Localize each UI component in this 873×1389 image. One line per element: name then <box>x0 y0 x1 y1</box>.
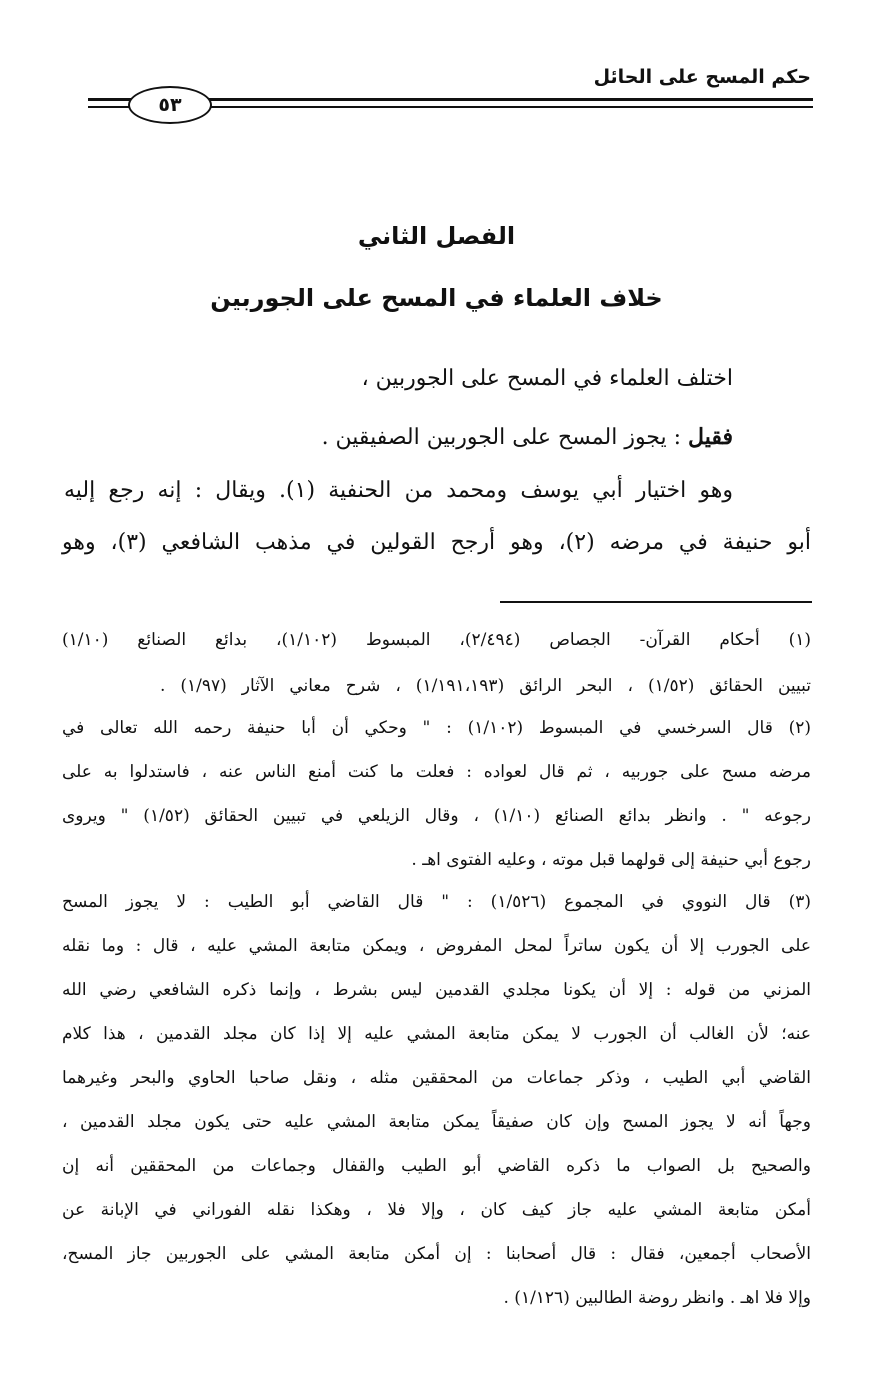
footnote-3-line-8: أمكن متابعة المشي عليه جاز كيف كان ، وإلا فلا ، وهكذا نقله الفوراني في الإبانة عن <box>62 1200 811 1220</box>
footnote-2-line-4: رجوع أبي حنيفة إلى قولهما قبل موته ، وعليه الفتوى اهـ . <box>411 850 811 870</box>
footnote-3-line-7: والصحيح بل الصواب ما ذكره القاضي أبو الطيب والقفال وجماعات من المحققين أنه إن <box>62 1156 811 1176</box>
footnote-2-line-1: (٢) قال السرخسي في المبسوط (١/١٠٢) : " وحكي أن أبا حنيفة رحمه الله تعالى في <box>62 718 811 738</box>
body-line-3: وهو اختيار أبي يوسف ومحمد من الحنفية (١). ويقال : إنه رجع إليه <box>64 478 733 503</box>
chapter-subtitle: خلاف العلماء في المسح على الجوربين <box>210 284 663 312</box>
footnote-1-line-1: (١) أحكام القرآن- الجصاص (٢/٤٩٤)، المبسوط (١/١٠٢)، بدائع الصنائع (١/١٠) <box>62 630 812 650</box>
chapter-title: الفصل الثاني <box>357 222 516 250</box>
footnote-3-line-9: الأصحاب أجمعين، فقال : قال أصحابنا : إن أمكن متابعة المشي على الجوربين جاز المسح، <box>62 1244 811 1264</box>
body-line-2-rest: : يجوز المسح على الجوربين الصفيقين . <box>321 425 689 450</box>
footnote-3-line-5: القاضي أبي الطيب ، وذكر جماعات من المحققين مثله ، ونقل صاحبا الحاوي والبحر وغيرهما <box>62 1068 811 1088</box>
body-line-4: أبو حنيفة في مرضه (٢)، وهو أرجح القولين في مذهب الشافعي (٣)، وهو <box>62 530 811 555</box>
body-line-2-lead: فقيل <box>688 424 733 450</box>
footnote-3-line-10: وإلا فلا اهـ . وانظر روضة الطالبين (١/١٢٦) . <box>503 1288 811 1308</box>
header-rule-right-top <box>205 98 813 101</box>
footnote-1-line-2: تبيين الحقائق (١/٥٢) ، البحر الرائق (١/١٩١،١٩٣) ، شرح معاني الآثار (١/٩٧) . <box>160 676 812 696</box>
page-number-oval <box>128 86 212 124</box>
footnote-3-line-1: (٣) قال النووي في المجموع (١/٥٢٦) : " قال القاضي أبو الطيب : لا يجوز المسح <box>62 892 812 912</box>
footnote-2-line-2: مرضه مسح على جوربيه ، ثم قال لعواده : فعلت ما كنت أمنع الناس عنه ، فاستدلوا به على <box>62 762 811 782</box>
footnote-3-line-2: على الجورب إلا أن يكون ساتراً لمحل المفروض ، ويمكن متابعة المشي عليه ، قال : وما نقله <box>62 936 811 956</box>
page-number: ٥٣ <box>158 94 182 116</box>
footnote-2-line-3: رجوعه " . وانظر بدائع الصنائع (١/١٠) ، وقال الزيلعي في تبيين الحقائق (١/٥٢) " ويروى <box>62 806 811 826</box>
body-line-1: اختلف العلماء في المسح على الجوربين ، <box>361 366 733 391</box>
footnote-3-line-4: عنه؛ لأن الغالب أن الجورب لا يمكن متابعة المشي عليه إلا إذا كان مجلد القدمين ، هذا كلام <box>62 1024 811 1044</box>
header-rule-right-bottom <box>205 106 813 108</box>
footnote-separator <box>500 601 812 603</box>
body-line-2 <box>322 424 733 450</box>
footnote-3-line-6: وجهاً أنه لا يجوز المسح وإن كان صفيقاً يمكن متابعة المشي عليه حتى يكون مجلد القدمين ، <box>62 1112 811 1132</box>
running-title: حكم المسح على الحائل <box>593 66 811 88</box>
footnote-3-line-3: المزني من قوله : إلا أن يكونا مجلدي القدمين ليس بشرط ، وإنما ذكره الشافعي رضي الله <box>62 980 811 1000</box>
